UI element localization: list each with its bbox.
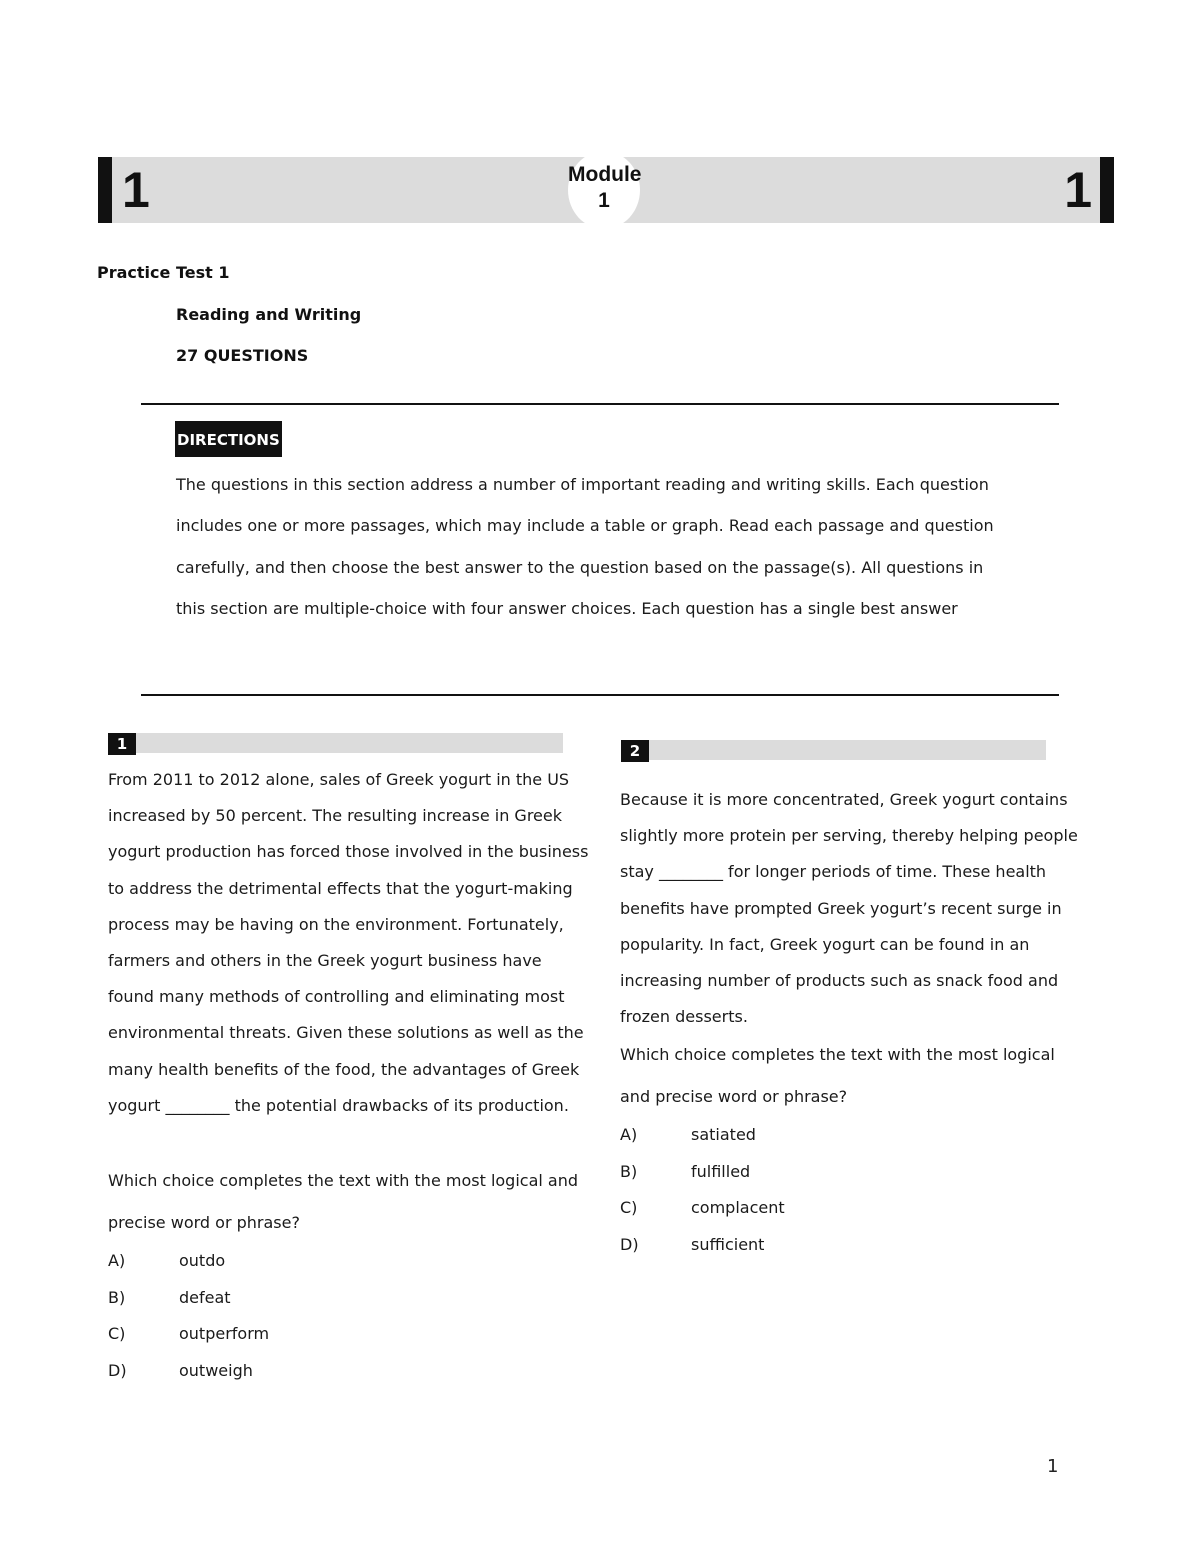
module-label: Module bbox=[568, 163, 642, 186]
directions-bottom-rule bbox=[141, 694, 1059, 696]
answer-choice[interactable] bbox=[108, 1280, 578, 1317]
question-count: 27 QUESTIONS bbox=[176, 346, 309, 365]
module-badge bbox=[568, 151, 640, 229]
question-1-prompt: Which choice completes the text with the most logical and precise word or phrase? bbox=[108, 1171, 579, 1232]
question-2-choices bbox=[620, 1117, 1080, 1263]
choice-text: defeat bbox=[179, 1287, 231, 1307]
question-1-number: 1 bbox=[108, 733, 136, 755]
question-2-header bbox=[621, 740, 1046, 760]
question-2-prompt: Which choice completes the text with the most logical and precise word or phrase? bbox=[620, 1045, 1055, 1106]
choice-letter: D) bbox=[108, 1360, 127, 1380]
directions-top-rule bbox=[141, 403, 1059, 405]
banner-left-number: 1 bbox=[122, 162, 150, 218]
banner-right-number: 1 bbox=[1064, 162, 1092, 218]
choice-letter: B) bbox=[108, 1287, 126, 1307]
choice-text: complacent bbox=[691, 1198, 785, 1217]
directions-text: The questions in this section address a number of important reading and writing skills. Each question includes one or more passages, which may include a table or graph. Read each passage and question carefully, and then choose the best answer to the question based on the passage(s). All questions in this section are multiple-choice with four answer choices. Each question has a single best answer bbox=[176, 475, 994, 618]
choice-text: sufficient bbox=[691, 1234, 765, 1254]
choice-letter: C) bbox=[108, 1324, 126, 1343]
choice-text: outweigh bbox=[179, 1360, 253, 1380]
answer-choice[interactable] bbox=[108, 1243, 578, 1280]
question-2-passage: Because it is more concentrated, Greek yogurt contains slightly more protein per serving, thereby helping people stay ________ for longer periods of time. These health benefits have prompted Greek yogurt’s recent surge in popularity. In fact, Greek yogurt can be found in an increasing number of products such as snack food and frozen desserts. bbox=[620, 790, 1078, 1027]
question-1-header bbox=[108, 733, 563, 753]
module-banner bbox=[98, 157, 1114, 223]
practice-title: Practice Test 1 bbox=[97, 263, 230, 282]
question-2-number: 2 bbox=[621, 740, 649, 762]
choice-letter: B) bbox=[620, 1161, 638, 1181]
choice-text: outdo bbox=[179, 1251, 226, 1270]
answer-choice[interactable] bbox=[108, 1316, 578, 1353]
page-number: 1 bbox=[1047, 1456, 1059, 1477]
section-name: Reading and Writing bbox=[176, 305, 362, 324]
choice-letter: A) bbox=[620, 1125, 638, 1144]
choice-letter: D) bbox=[620, 1234, 639, 1254]
answer-choice[interactable] bbox=[620, 1154, 1080, 1191]
answer-choice[interactable] bbox=[620, 1190, 1080, 1227]
directions-label: DIRECTIONS bbox=[175, 421, 282, 457]
choice-text: satiated bbox=[691, 1125, 756, 1144]
answer-choice[interactable] bbox=[620, 1227, 1080, 1264]
banner-left-bar bbox=[98, 157, 112, 223]
question-1-choices bbox=[108, 1243, 578, 1389]
banner-right-bar bbox=[1100, 157, 1114, 223]
module-number: 1 bbox=[598, 189, 610, 212]
question-1-passage: From 2011 to 2012 alone, sales of Greek yogurt in the US increased by 50 percent. The resulting increase in Greek yogurt production has forced those involved in the business to address the detrimental effects that the yogurt-making process may be having on the environment. Fortunately, farmers and others in the Greek yogurt business have found many methods of controlling and eliminating most environmental threats. Given these solutions as well as the many health benefits of the food, the advantages of Greek yogurt ________ the potential drawbacks of its production. bbox=[108, 770, 589, 1115]
answer-choice[interactable] bbox=[620, 1117, 1080, 1154]
choice-letter: C) bbox=[620, 1198, 638, 1217]
choice-letter: A) bbox=[108, 1251, 126, 1270]
choice-text: outperform bbox=[179, 1324, 270, 1343]
choice-text: fulfilled bbox=[691, 1161, 751, 1181]
answer-choice[interactable] bbox=[108, 1353, 578, 1390]
